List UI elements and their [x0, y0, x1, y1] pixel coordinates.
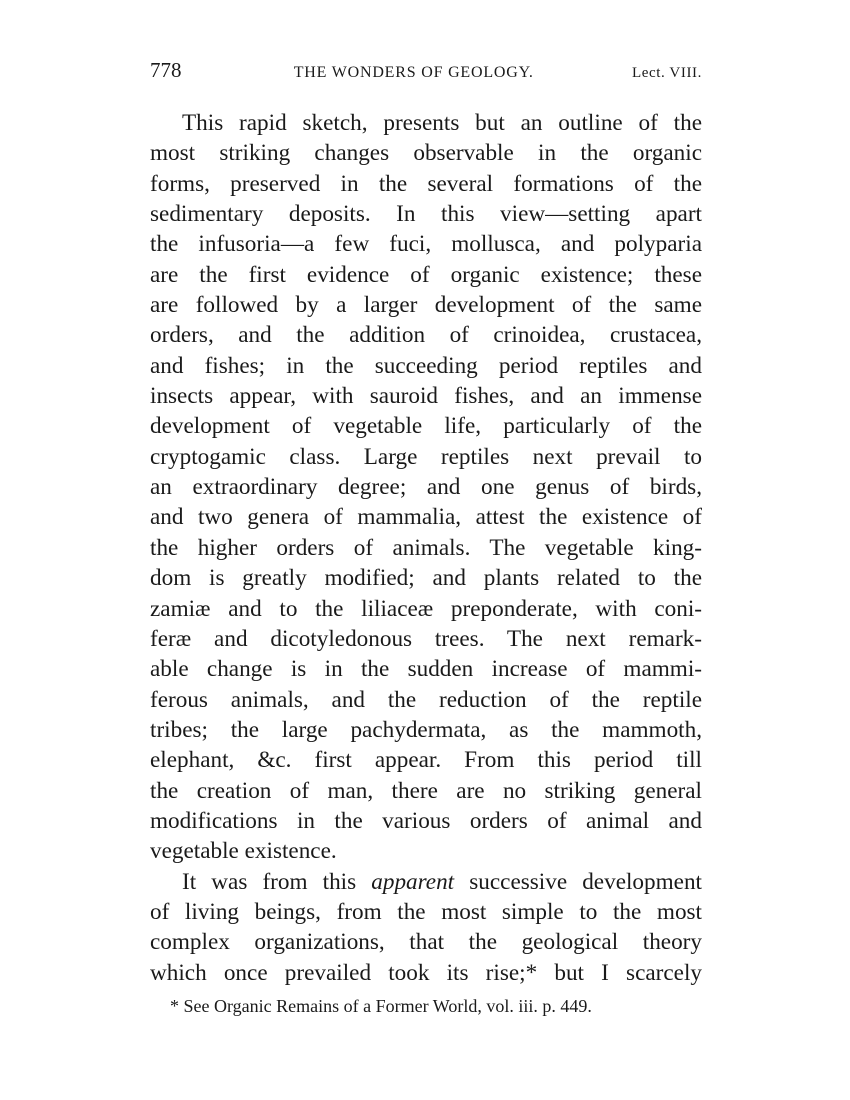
- text-line: cryptogamic class. Large reptiles next prevail to: [150, 443, 702, 470]
- running-head: [150, 58, 702, 88]
- text-line: modifications in the various orders of animal and: [150, 807, 702, 834]
- text-line: This rapid sketch, presents but an outline of the: [182, 110, 702, 136]
- running-title: THE WONDERS OF GEOLOGY.: [293, 64, 534, 81]
- text-line: ferous animals, and the reduction of the reptile: [150, 686, 702, 713]
- text-line: development of vegetable life, particularly of the: [150, 413, 702, 440]
- book-page: [150, 58, 702, 1018]
- text-line: of living beings, from the most simple to the most: [150, 898, 702, 925]
- text-line: are followed by a larger development of the same: [150, 292, 702, 319]
- text-line: vegetable existence.: [150, 838, 337, 865]
- paragraph-2: [150, 867, 702, 988]
- text-line: sedimentary deposits. In this view—setting apart: [150, 201, 702, 228]
- text-line: and fishes; in the succeeding period reptiles and: [150, 352, 702, 379]
- text-line: an extraordinary degree; and one genus of birds,: [150, 474, 702, 501]
- paragraph-1: [150, 108, 702, 867]
- text-fragment: successive development: [454, 868, 702, 895]
- text-line: and two genera of mammalia, attest the existence of: [150, 504, 702, 531]
- text-line: are the first evidence of organic existence; these: [150, 261, 702, 288]
- text-line: complex organizations, that the geological theory: [150, 929, 702, 956]
- page-number: 778: [150, 58, 182, 82]
- text-line: feræ and dicotyledonous trees. The next remark-: [150, 625, 702, 652]
- text-line: dom is greatly modified; and plants related to the: [150, 565, 702, 592]
- text-line: tribes; the large pachydermata, as the mammoth,: [150, 716, 702, 743]
- text-line: insects appear, with sauroid fishes, and an immense: [150, 383, 702, 410]
- body-text: [150, 108, 702, 988]
- text-line: [150, 867, 702, 897]
- text-line: the infusoria—a few fuci, mollusca, and polyparia: [150, 231, 702, 258]
- footnote: * See Organic Remains of a Former World, vol. iii. p. 449.: [170, 995, 592, 1016]
- text-line: most striking changes observable in the organic: [150, 140, 702, 167]
- text-line: which once prevailed took its rise;* but I scarcely: [150, 959, 702, 986]
- text-line: zamiæ and to the liliaceæ preponderate, with coni-: [150, 595, 702, 622]
- text-line: forms, preserved in the several formations of the: [150, 170, 702, 197]
- text-line: the higher orders of animals. The vegetable king-: [150, 534, 702, 561]
- text-fragment: It was from this: [182, 868, 372, 895]
- text-line: able change is in the sudden increase of mammi-: [150, 656, 702, 683]
- text-line: the creation of man, there are no striking general: [150, 777, 702, 804]
- emphasis-text: apparent: [371, 868, 455, 895]
- lecture-number: Lect. VIII.: [631, 65, 702, 81]
- text-line: orders, and the addition of crinoidea, crustacea,: [150, 322, 702, 349]
- text-line: elephant, &c. first appear. From this period till: [150, 747, 702, 774]
